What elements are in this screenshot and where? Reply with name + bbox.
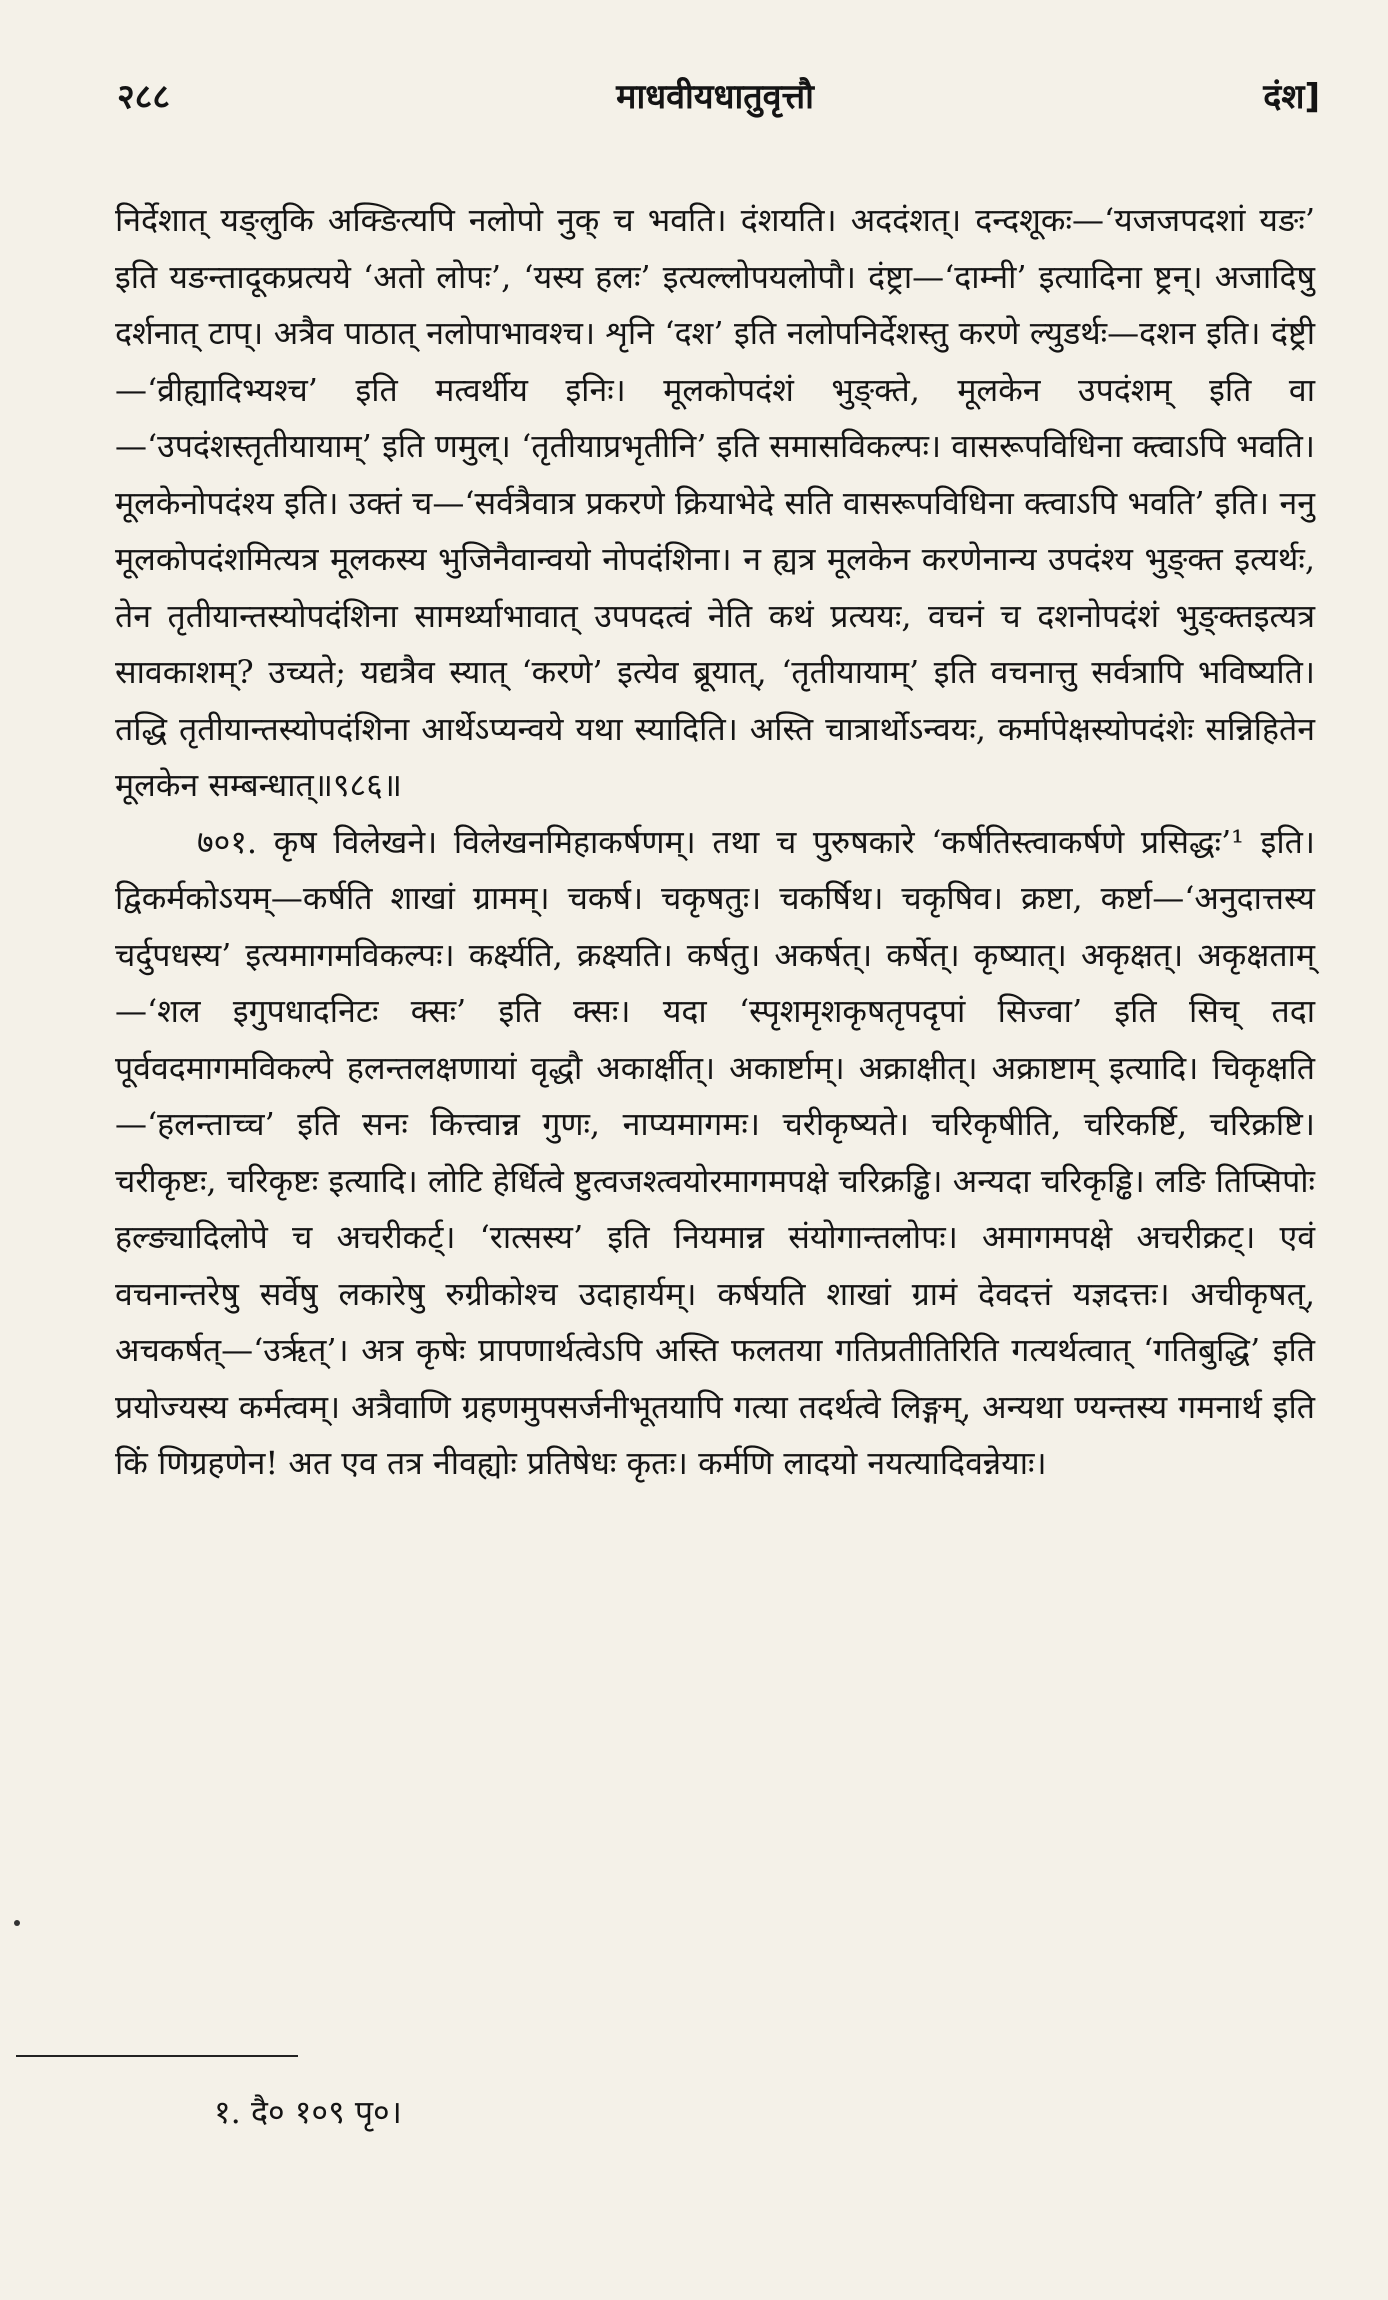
running-title: माधवीयधातुवृत्तौ <box>616 77 814 117</box>
running-root: दंश] <box>1263 77 1320 117</box>
paragraph-2: ७०१. कृष विलेखने। विलेखनमिहाकर्षणम्। तथा च पुरुषकारे ‘कर्षतिस्त्वाकर्षणे प्रसिद्धः’¹ इति। द्विकर्मकोऽयम्—कर्षति शाखां ग्रामम्। चकर्ष। चकृषतुः। चकर्षिथ। चकृषिव। क्रष्टा, कर्ष्टा—‘अनुदात्तस्य चर्दुपधस्य’ इत्यमागमविकल्पः। कर्क्ष्यति, क्रक्ष्यति। कर्षतु। अकर्षत्। कर्षेत्। कृष्यात्। अकृक्षत्। अकृक्षताम्—‘शल इगुपधादनिटः क्सः’ इति क्सः। यदा ‘स्पृशमृशकृषतृपदृपां सिज्वा’ इति सिच् तदा पूर्ववदमागमविकल्पे हलन्तलक्षणायां वृद्धौ अकार्क्षीत्। अकार्ष्टाम्। अक्राक्षीत्। अक्राष्टाम् इत्यादि। चिकृक्षति—‘हलन्ताच्च’ इति सनः कित्त्वान्न गुणः, नाप्यमागमः। चरीकृष्यते। चरिकृषीति, चरिकर्ष्टि, चरिक्रष्टि। चरीकृष्टः, चरिकृष्टः इत्यादि। लोटि हेर्धित्वे ष्टुत्वजश्त्वयोरमागमपक्षे चरिक्रड्ढि। अन्यदा चरिकृड्ढि। लङि तिप्सिपोः हल्ङ्यादिलोपे च अचरीकर्ट्। ‘रात्सस्य’ इति नियमान्न संयोगान्तलोपः। अमागमपक्षे अचरीक्रट्। एवं वचनान्तरेषु सर्वेषु लकारेषु रुग्रीकोश्च उदाहार्यम्। कर्षयति शाखां ग्रामं देवदत्तं यज्ञदत्तः। अचीकृषत्, अचकर्षत्—‘उर्ऋत्’। अत्र कृषेः प्रापणार्थत्वेऽपि अस्ति फलतया गतिप्रतीतिरिति गत्यर्थत्वात् ‘गतिबुद्धि’ इति प्रयोज्यस्य कर्मत्वम्। अत्रैवाणि ग्रहणमुपसर्जनीभूतयापि गत्या तदर्थत्वे लिङ्गम्, अन्यथा ण्यन्तस्य गमनार्थ इति किं णिग्रहणेन! अत एव तत्र नीवह्योः प्रतिषेधः कृतः। कर्मणि लादयो नयत्यादिवन्नेयाः। <box>115 822 1315 1482</box>
page-number: २८८ <box>117 77 171 117</box>
paragraph-1: निर्देशात् यङ्लुकि अक्ङित्यपि नलोपो नुक् च भवति। दंशयति। अददंशत्। दन्दशूकः—‘यजजपदशां यङः’ इति यङन्तादूकप्रत्यये ‘अतो लोपः’, ‘यस्य हलः’ इत्यल्लोपयलोपौ। दंष्ट्रा—‘दाम्नी’ इत्यादिना ष्ट्रन्। अजादिषु दर्शनात् टाप्। अत्रैव पाठात् नलोपाभावश्च। शृनि ‘दश’ इति नलोपनिर्देशस्तु करणे ल्युडर्थः—दशन इति। दंष्ट्री—‘व्रीह्यादिभ्यश्च’ इति मत्वर्थीय इनिः। मूलकोपदंशं भुङ्क्ते, मूलकेन उपदंशम् इति वा—‘उपदंशस्तृतीयायाम्’ इति णमुल्। ‘तृतीयाप्रभृतीनि’ इति समासविकल्पः। वासरूपविधिना क्त्वाऽपि भवति। मूलकेनोपदंश्य इति। उक्तं च—‘सर्वत्रैवात्र प्रकरणे क्रियाभेदे सति वासरूपविधिना क्त्वाऽपि भवति’ इति। ननु मूलकोपदंशमित्यत्र मूलकस्य भुजिनैवान्वयो नोपदंशिना। न ह्यत्र मूलकेन करणेनान्य उपदंश्य भुङ्क्त इत्यर्थः, तेन तृतीयान्तस्योपदंशिना सामर्थ्याभावात् उपपदत्वं नेति कथं प्रत्ययः, वचनं च दशनोपदंशं भुङ्क्तइत्यत्र सावकाशम्? उच्यते; यद्यत्रैव स्यात् ‘करणे’ इत्येव ब्रूयात्, ‘तृतीयायाम्’ इति वचनात्तु सर्वत्रापि भविष्यति। तद्धि तृतीयान्तस्योपदंशिना आर्थेऽप्यन्वये यथा स्यादिति। अस्ति चात्रार्थोऽन्वयः, कर्मापेक्षस्योपदंशेः सन्निहितेन मूलकेन सम्बन्धात्॥९८६॥ <box>115 201 1315 804</box>
footnote: १. दै० १०९ पृ०। <box>214 2093 402 2131</box>
running-header <box>115 60 1320 120</box>
page <box>115 60 1320 1492</box>
footnote-divider <box>16 2055 298 2057</box>
margin-dot <box>14 1920 20 1926</box>
body-text <box>115 192 1315 1492</box>
